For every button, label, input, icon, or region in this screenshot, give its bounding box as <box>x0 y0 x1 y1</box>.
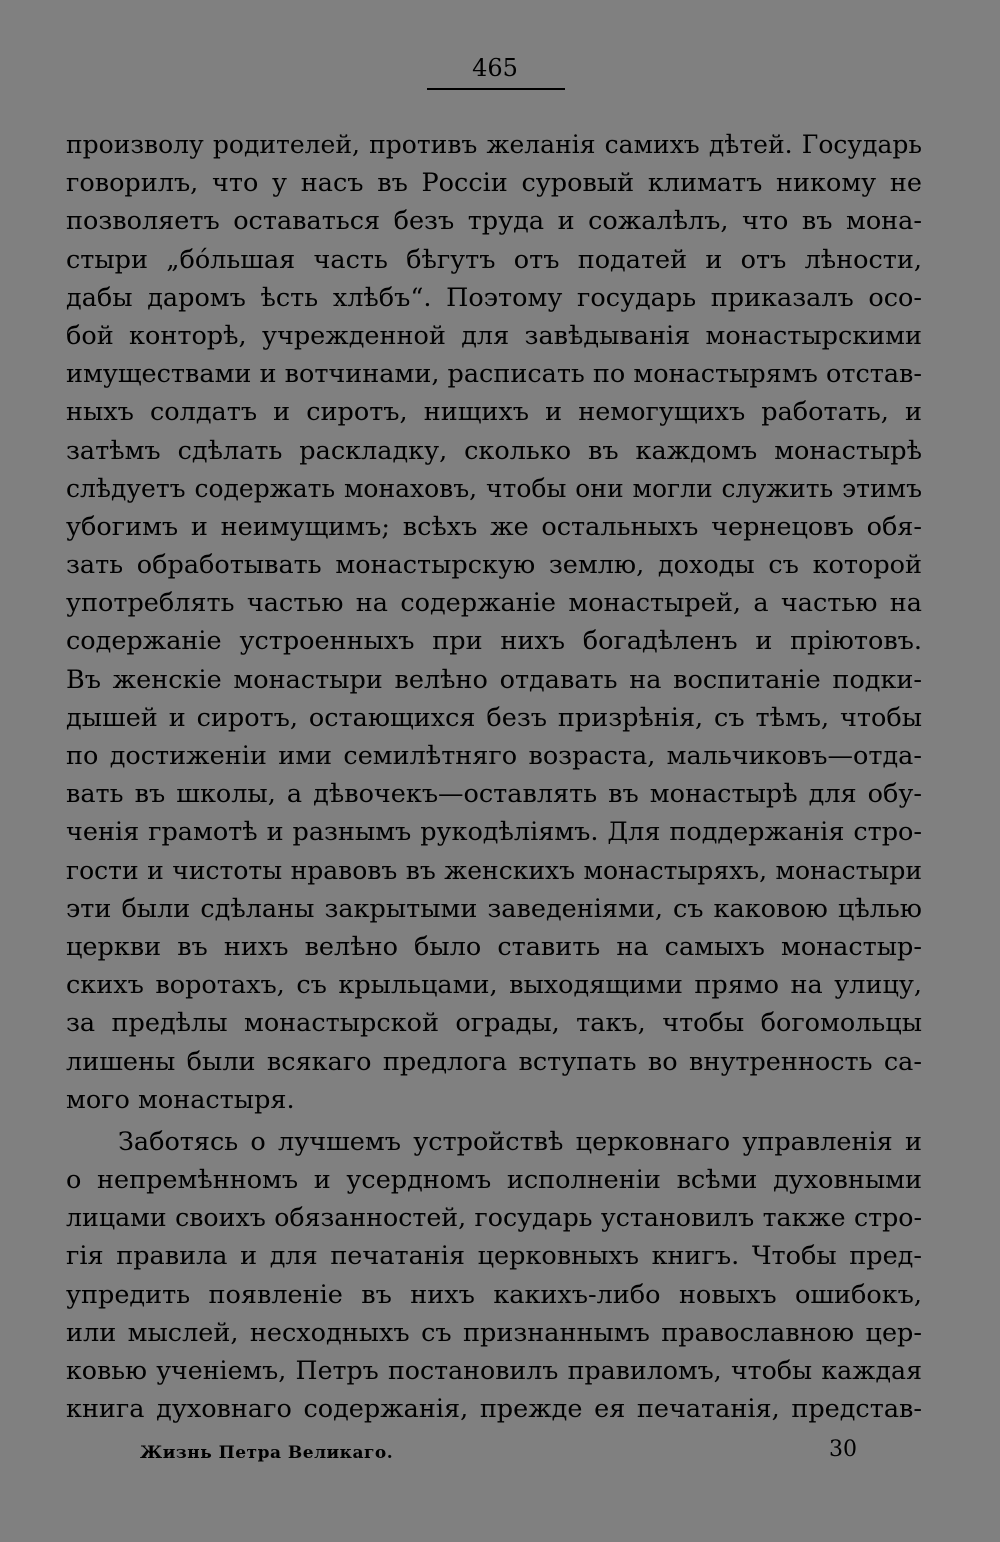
text-line: зать обработывать монастырскую землю, доходы съ которой <box>66 550 922 581</box>
text-line: гія правила и для печатанія церковныхъ книгъ. Чтобы пред- <box>66 1241 922 1272</box>
page-number: 465 <box>472 54 518 82</box>
text-line: или мыслей, несходныхъ съ признаннымъ православною цер- <box>66 1317 922 1348</box>
text-line: вать въ школы, а дѣвочекъ—оставлять въ монастырѣ для обу- <box>66 779 922 810</box>
text-line: эти были сдѣланы закрытыми заведеніями, съ каковою цѣлью <box>66 893 922 924</box>
text-line: о непремѣнномъ и усердномъ исполненіи всѣми духовными <box>66 1165 922 1196</box>
paragraph-1 <box>66 126 922 1119</box>
text-line: мого монастыря. <box>66 1084 295 1115</box>
text-line: церкви въ нихъ велѣно было ставить на самыхъ монастыр- <box>66 931 922 962</box>
text-line: гости и чистоты нравовъ въ женскихъ монастыряхъ, монастыри <box>66 855 922 885</box>
paragraph-2 <box>66 1123 922 1429</box>
text-line: ковью ученіемъ, Петръ постановилъ правиломъ, чтобы каждая <box>66 1356 922 1385</box>
text-line: ченія грамотѣ и разнымъ рукодѣліямъ. Для поддержанія стро- <box>66 817 922 848</box>
text-line: слѣдуетъ содержать монаховъ, чтобы они могли служить этимъ <box>66 473 922 503</box>
text-line: стыри „бóльшая часть бѣгутъ отъ податей и отъ лѣности, <box>66 244 922 275</box>
text-line: затѣмъ сдѣлать раскладку, сколько въ каждомъ монастырѣ <box>66 435 922 466</box>
text-line: бой конторѣ, учрежденной для завѣдыванія монастырскими <box>66 320 922 351</box>
header-rule <box>427 88 565 90</box>
text-line: упредить появленіе въ нихъ какихъ-либо новыхъ ошибокъ, <box>66 1279 922 1310</box>
text-line: говорилъ, что у насъ въ Россіи суровый климатъ никому не <box>66 168 922 199</box>
text-line: ныхъ солдатъ и сиротъ, нищихъ и немогущихъ работать, и <box>66 397 922 428</box>
text-line: имуществами и вотчинами, расписать по монастырямъ отстав- <box>66 359 922 390</box>
text-line: Заботясь о лучшемъ устройствѣ церковнаго управленія и <box>118 1126 922 1157</box>
text-line: произволу родителей, противъ желанія самихъ дѣтей. Государь <box>66 130 922 159</box>
body-text <box>66 126 922 1428</box>
text-line: лишены были всякаго предлога вступать во внутренность са- <box>66 1046 922 1077</box>
footer-book-title: Жизнь Петра Великаго. <box>140 1443 394 1463</box>
text-line: скихъ воротахъ, съ крыльцами, выходящими прямо на улицу, <box>66 970 922 1001</box>
text-line: позволяетъ оставаться безъ труда и сожалѣлъ, что въ мона- <box>66 206 922 237</box>
text-line: дышей и сиротъ, остающихся безъ призрѣнія, съ тѣмъ, чтобы <box>66 702 922 733</box>
text-line: убогимъ и неимущимъ; всѣхъ же остальныхъ чернецовъ обя- <box>66 511 922 542</box>
text-line: книга духовнаго содержанія, прежде ея печатанія, представ- <box>66 1394 922 1425</box>
text-line: употреблять частью на содержаніе монастырей, а частью на <box>66 588 922 619</box>
text-line: по достиженіи ими семилѣтняго возраста, мальчиковъ—отда- <box>66 741 922 771</box>
text-line: дабы даромъ ѣсть хлѣбъ“. Поэтому государь приказалъ осо- <box>66 282 922 313</box>
text-line: Въ женскіе монастыри велѣно отдавать на воспитаніе подки- <box>66 664 922 695</box>
text-line: лицами своихъ обязанностей, государь установилъ также стро- <box>66 1203 922 1233</box>
text-line: за предѣлы монастырской ограды, такъ, чтобы богомольцы <box>66 1008 922 1039</box>
footer-signature-mark: 30 <box>829 1437 857 1462</box>
text-line: содержаніе устроенныхъ при нихъ богадѣленъ и пріютовъ. <box>66 626 922 657</box>
